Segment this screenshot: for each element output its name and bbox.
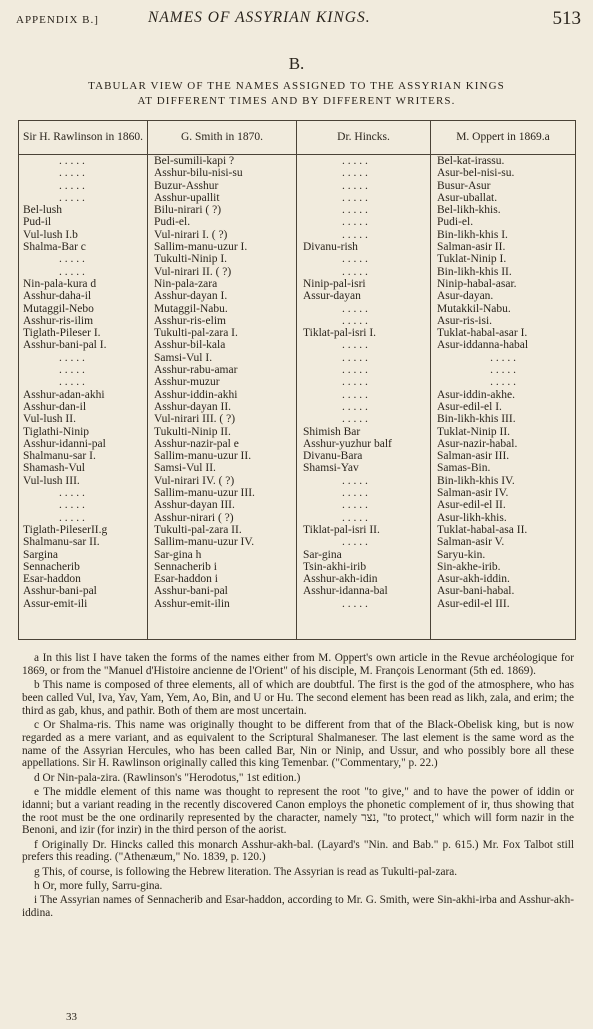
- smith-name: Pudi-el.: [154, 216, 191, 229]
- oppert-name: Samas-Bin.: [437, 462, 491, 475]
- smith-name: Asshur-emit-ilin: [154, 597, 230, 610]
- hincks-name: . . . . .: [342, 167, 368, 180]
- smith-name: Asshur-dayan I.: [154, 290, 228, 303]
- rawlinson-name: . . . . .: [59, 487, 85, 500]
- header-hincks: Dr. Hincks.: [297, 121, 431, 155]
- smith-name: Tukulti-Ninip I.: [154, 253, 228, 266]
- section-letter: B.: [288, 54, 305, 73]
- table-title-line-1: TABULAR VIEW OF THE NAMES ASSIGNED TO THE ASSYRIAN KINGS: [88, 80, 505, 92]
- smith-name: Asshur-bani-pal: [154, 585, 228, 598]
- rawlinson-name: . . . . .: [59, 376, 85, 389]
- rawlinson-name: Tiglath-PileserII.g: [23, 523, 108, 536]
- oppert-name: Ninip-habal-asar.: [437, 277, 517, 290]
- smith-name: Asshur-upallit: [154, 191, 220, 204]
- hincks-name: Shimish Bar: [303, 425, 361, 438]
- hincks-name: Tiklat-pal-isri II.: [303, 523, 380, 536]
- smith-name: Vul-nirari III. ( ?): [154, 413, 236, 426]
- footnotes: [22, 652, 574, 921]
- rawlinson-name: Asshur-daha-il: [23, 290, 92, 303]
- rawlinson-name: Shalmanu-sar II.: [23, 536, 100, 549]
- oppert-name: Asur-dayan.: [437, 290, 494, 303]
- hincks-name: . . . . .: [342, 400, 368, 413]
- oppert-name: Salman-asir V.: [437, 536, 505, 549]
- smith-name: Sallim-manu-uzur IV.: [154, 536, 255, 549]
- smith-name: Tukulti-Ninip II.: [154, 425, 231, 438]
- rawlinson-name: Shalmanu-sar I.: [23, 450, 96, 463]
- rawlinson-name: Asshur-bani-pal: [23, 585, 97, 598]
- rawlinson-name: . . . . .: [59, 167, 85, 180]
- oppert-name: Saryu-kin.: [437, 548, 486, 561]
- footnote-e: e The middle element of this name was thought to represent the root "to give," and to have the power of iddin or idanni; but a variant reading in the recently discovered Canon employs the phonetic complement of ir, thus showing that the root must be the one ordinarily represented by the character, namely נצר, "to protect," which will form nazir in the Benoni, and izir (for inzir) in the third person of the aorist.: [22, 785, 574, 837]
- rawlinson-name: Vul-lush I.b: [23, 228, 78, 241]
- rawlinson-name: Mutaggil-Nebo: [23, 302, 94, 315]
- running-title: NAMES OF ASSYRIAN KINGS.: [148, 9, 371, 26]
- hincks-name: . . . . .: [342, 155, 368, 167]
- smith-name: Bel-sumili-kapi ?: [154, 155, 235, 167]
- hincks-name: . . . . .: [342, 302, 368, 315]
- smith-name: Samsi-Vul I.: [154, 351, 213, 364]
- appendix-label: APPENDIX B.]: [16, 14, 99, 26]
- hincks-name: . . . . .: [342, 511, 368, 524]
- hincks-name: Asshur-yuzhur balf: [303, 437, 392, 450]
- rawlinson-name: Tiglathi-Ninip: [23, 425, 90, 438]
- rawlinson-name: Tiglath-Pileser I.: [23, 327, 101, 340]
- oppert-name: Tuklat-Ninip I.: [437, 253, 507, 266]
- oppert-name: Sin-akhe-irib.: [437, 560, 501, 573]
- smith-name: Asshur-dayan III.: [154, 499, 235, 512]
- oppert-name: Asur-iddanna-habal: [437, 339, 529, 352]
- oppert-name: Busur-Asur: [437, 179, 491, 192]
- oppert-name: Tuklat-Ninip II.: [437, 425, 511, 438]
- rawlinson-name: Asshur-idanni-pal: [23, 437, 106, 450]
- smith-name: Asshur-rabu-amar: [154, 364, 238, 377]
- oppert-name: Asur-edil-el I.: [437, 400, 502, 413]
- hincks-name: . . . . .: [342, 228, 368, 241]
- footnote-i: i The Assyrian names of Sennacherib and Esar-haddon, according to Mr. G. Smith, were Sin-akhi-irba and Asshur-akh-iddina.: [22, 894, 574, 920]
- rawlinson-name: . . . . .: [59, 191, 85, 204]
- oppert-name: Pudi-el.: [437, 216, 474, 229]
- hincks-name: Tiklat-pal-isri I.: [303, 327, 377, 340]
- oppert-name: Salman-asir III.: [437, 450, 510, 463]
- oppert-name: Asur-nazir-habal.: [437, 437, 518, 450]
- hincks-name: Shamsi-Yav: [303, 462, 359, 475]
- page-number: 513: [552, 8, 581, 29]
- hincks-name: . . . . .: [342, 216, 368, 229]
- rawlinson-name: Asshur-bani-pal I.: [23, 339, 107, 352]
- rawlinson-name: Assur-emit-ili: [23, 597, 88, 610]
- smith-name: Asshur-iddin-akhi: [154, 388, 238, 401]
- oppert-name: . . . . .: [490, 376, 516, 389]
- rawlinson-name: Bel-lush: [23, 204, 62, 217]
- hincks-name: . . . . .: [342, 536, 368, 549]
- smith-name: Bilu-nirari ( ?): [154, 204, 222, 217]
- hincks-name: Asshur-akh-idin: [303, 573, 378, 586]
- hincks-name: . . . . .: [342, 388, 368, 401]
- oppert-name: Mutakkil-Nabu.: [437, 302, 511, 315]
- oppert-name: Asur-ris-isi.: [437, 314, 493, 327]
- smith-name: Tukulti-pal-zara II.: [154, 523, 242, 536]
- column-hincks: [297, 155, 431, 640]
- hincks-name: Divanu-rish: [303, 241, 358, 254]
- oppert-name: Bel-likh-khis.: [437, 204, 501, 217]
- rawlinson-name: Shamash-Vul: [23, 462, 85, 475]
- rawlinson-name: Sargina: [23, 548, 58, 561]
- rawlinson-name: . . . . .: [59, 511, 85, 524]
- footnote-c: c Or Shalma-ris. This name was originally thought to be different from that of the Black-Obelisk king, but is now regarded as a mere variant, and as equivalent to the Scriptural Shalmaneser. The last element is the same word as the name of the Assyrian Hercules, who has been called Bar, Nin or Ninip, and Ussur, and who possibly bore all these appellations. Sir H. Rawlinson originally called this king Temenbar. ("Commentary," p. 22.): [22, 718, 574, 770]
- smith-name: Vul-nirari I. ( ?): [154, 228, 228, 241]
- oppert-name: Bin-likh-khis II.: [437, 265, 512, 278]
- smith-name: Sar-gina h: [154, 548, 202, 561]
- footnote-d: d Or Nin-pala-zira. (Rawlinson's "Herodotus," 1st edition.): [34, 771, 301, 784]
- hincks-name: . . . . .: [342, 339, 368, 352]
- signature-mark: 33: [66, 1011, 77, 1023]
- hincks-name: . . . . .: [342, 487, 368, 500]
- hincks-name: . . . . .: [342, 314, 368, 327]
- oppert-name: Asur-akh-iddin.: [437, 573, 510, 586]
- smith-name: Asshur-bilu-nisi-su: [154, 167, 243, 180]
- smith-name: Asshur-bil-kala: [154, 339, 226, 352]
- smith-name: Sallim-manu-uzur II.: [154, 450, 252, 463]
- hincks-name: . . . . .: [342, 204, 368, 217]
- footnote-b: b This name is composed of three elements, all of which are doubtful. The first is the god of the atmosphere, who has been called Vul, Iva, Yav, Yam, Yem, Ao, Bin, and U or Hu. The second element has been read as likh, zala, and erim; the third as gab, khus, and pathir. Both of them are most uncertain.: [22, 679, 574, 717]
- smith-name: Vul-nirari II. ( ?): [154, 265, 232, 278]
- smith-name: Tukulti-pal-zara I.: [154, 327, 238, 340]
- smith-name: Mutaggil-Nabu.: [154, 302, 228, 315]
- smith-name: Asshur-nirari ( ?): [154, 511, 234, 524]
- rawlinson-name: . . . . .: [59, 253, 85, 266]
- header-smith: G. Smith in 1870.: [148, 121, 297, 155]
- oppert-name: Asur-likh-khis.: [437, 511, 507, 524]
- smith-name: Esar-haddon i: [154, 573, 218, 586]
- oppert-name: . . . . .: [490, 351, 516, 364]
- rawlinson-name: . . . . .: [59, 364, 85, 377]
- hincks-name: Assur-dayan: [303, 290, 361, 303]
- hincks-name: . . . . .: [342, 179, 368, 192]
- smith-name: Sennacherib i: [154, 560, 217, 573]
- column-rawlinson: [19, 155, 148, 640]
- oppert-name: Salman-asir II.: [437, 241, 506, 254]
- hincks-name: . . . . .: [342, 364, 368, 377]
- smith-name: Samsi-Vul II.: [154, 462, 216, 475]
- rawlinson-name: . . . . .: [59, 499, 85, 512]
- footnote-f: f Originally Dr. Hincks called this monarch Asshur-akh-bal. (Layard's "Nin. and Bab." p. 615.) Mr. Fox Talbot still prefers this reading. ("Athenæum," No. 1839, p. 120.): [22, 838, 574, 864]
- header-rawlinson: Sir H. Rawlinson in 1860.: [19, 121, 148, 155]
- smith-name: Vul-nirari IV. ( ?): [154, 474, 235, 487]
- hincks-name: . . . . .: [342, 499, 368, 512]
- oppert-name: Tuklat-habal-asa II.: [437, 523, 528, 536]
- footnote-g: g This, of course, is following the Hebrew literation. The Assyrian is read as Tukulti-pal-zara.: [34, 865, 458, 878]
- smith-name: Sallim-manu-uzur III.: [154, 487, 255, 500]
- hincks-name: . . . . .: [342, 597, 368, 610]
- hincks-name: Asshur-idanna-bal: [303, 585, 388, 598]
- column-smith: [148, 155, 297, 640]
- rawlinson-name: Vul-lush II.: [23, 413, 76, 426]
- oppert-name: Bin-likh-khis IV.: [437, 474, 515, 487]
- table-title-line-2: AT DIFFERENT TIMES AND BY DIFFERENT WRITERS.: [137, 95, 456, 107]
- smith-name: Asshur-muzur: [154, 376, 220, 389]
- footnote-h: h Or, more fully, Sarru-gina.: [34, 880, 163, 893]
- column-oppert: [431, 155, 576, 640]
- rawlinson-name: Asshur-dan-il: [23, 400, 87, 413]
- smith-name: Asshur-ris-elim: [154, 314, 226, 327]
- kings-names-table: [18, 120, 576, 640]
- oppert-name: Asur-iddin-akhe.: [437, 388, 516, 401]
- hincks-name: . . . . .: [342, 265, 368, 278]
- hincks-name: . . . . .: [342, 376, 368, 389]
- oppert-name: Asur-edil-el II.: [437, 499, 506, 512]
- oppert-name: Tuklat-habal-asar I.: [437, 327, 528, 340]
- hincks-name: . . . . .: [342, 191, 368, 204]
- hincks-name: Sar-gina: [303, 548, 342, 561]
- rawlinson-name: . . . . .: [59, 351, 85, 364]
- hincks-name: Divanu-Bara: [303, 450, 363, 463]
- hincks-name: . . . . .: [342, 474, 368, 487]
- running-header: [16, 8, 581, 34]
- rawlinson-name: Sennacherib: [23, 560, 80, 573]
- oppert-name: Asur-uballat.: [437, 191, 498, 204]
- oppert-name: Asur-bani-habal.: [437, 585, 515, 598]
- oppert-name: Asur-edil-el III.: [437, 597, 510, 610]
- rawlinson-name: Esar-haddon: [23, 573, 81, 586]
- hincks-name: . . . . .: [342, 413, 368, 426]
- hincks-name: . . . . .: [342, 351, 368, 364]
- oppert-name: Asur-bel-nisi-su.: [437, 167, 515, 180]
- smith-name: Sallim-manu-uzur I.: [154, 241, 248, 254]
- smith-name: Nin-pala-zara: [154, 277, 218, 290]
- rawlinson-name: Vul-lush III.: [23, 474, 80, 487]
- oppert-name: Bin-likh-khis I.: [437, 228, 508, 241]
- rawlinson-name: . . . . .: [59, 179, 85, 192]
- rawlinson-name: Nin-pala-kura d: [23, 277, 97, 290]
- rawlinson-name: . . . . .: [59, 265, 85, 278]
- rawlinson-name: Shalma-Bar c: [23, 241, 86, 254]
- header-oppert: M. Oppert in 1869.a: [431, 121, 576, 155]
- rawlinson-name: Asshur-ris-ilim: [23, 314, 94, 327]
- hincks-name: . . . . .: [342, 253, 368, 266]
- smith-name: Asshur-nazir-pal e: [154, 437, 239, 450]
- rawlinson-name: Pud-il: [23, 216, 52, 229]
- rawlinson-name: Asshur-adan-akhi: [23, 388, 105, 401]
- oppert-name: Bel-kat-irassu.: [437, 155, 505, 167]
- oppert-name: Salman-asir IV.: [437, 487, 509, 500]
- hincks-name: Ninip-pal-isri: [303, 277, 366, 290]
- smith-name: Asshur-dayan II.: [154, 400, 232, 413]
- oppert-name: . . . . .: [490, 364, 516, 377]
- smith-name: Buzur-Asshur: [154, 179, 219, 192]
- footnote-a: a In this list I have taken the forms of the names either from M. Oppert's own article in the Revue archéologique for 1869, or from the "Manuel d'Histoire ancienne de l'Orient" of his disciple, M. François Lenormant (5th ed. 1869).: [22, 652, 574, 677]
- oppert-name: Bin-likh-khis III.: [437, 413, 516, 426]
- rawlinson-name: . . . . .: [59, 155, 85, 167]
- hincks-name: Tsin-akhi-irib: [303, 560, 367, 573]
